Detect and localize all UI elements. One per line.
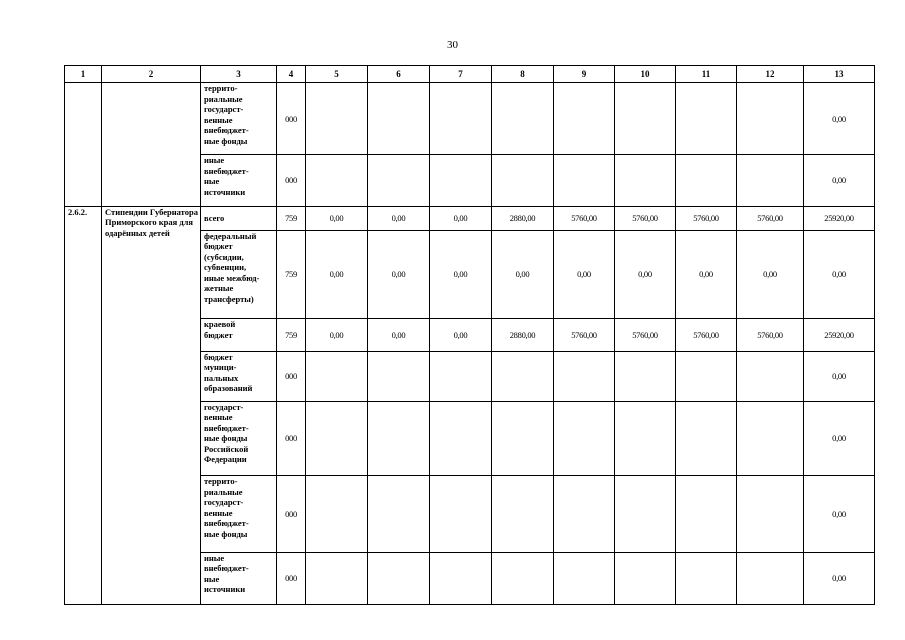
total-cell: 0,00 bbox=[804, 230, 875, 318]
total-cell: 25920,00 bbox=[804, 206, 875, 230]
value-cell: 0,00 bbox=[368, 319, 430, 351]
value-cell: 0,00 bbox=[306, 230, 368, 318]
value-cell bbox=[554, 83, 615, 155]
column-header: 7 bbox=[430, 66, 492, 83]
funding-source: иные внебюджет- ные источники bbox=[201, 552, 277, 604]
budget-table bbox=[64, 65, 875, 605]
column-header: 10 bbox=[615, 66, 676, 83]
value-cell bbox=[737, 351, 804, 401]
value-cell: 5760,00 bbox=[737, 319, 804, 351]
column-header: 9 bbox=[554, 66, 615, 83]
value-cell: 0,00 bbox=[306, 319, 368, 351]
value-cell bbox=[676, 351, 737, 401]
value-cell: 2880,00 bbox=[492, 319, 554, 351]
funding-source: бюджет муници- пальных образований bbox=[201, 351, 277, 401]
value-cell: 5760,00 bbox=[676, 206, 737, 230]
value-cell bbox=[737, 401, 804, 475]
value-cell bbox=[615, 476, 676, 552]
value-cell bbox=[737, 552, 804, 604]
value-cell bbox=[676, 155, 737, 206]
column-header: 13 bbox=[804, 66, 875, 83]
value-cell bbox=[737, 155, 804, 206]
funding-source: государст- венные внебюджет- ные фонды Российской Федерации bbox=[201, 401, 277, 475]
value-cell bbox=[676, 552, 737, 604]
value-cell bbox=[306, 552, 368, 604]
value-cell: 0,00 bbox=[430, 206, 492, 230]
header-row bbox=[65, 66, 875, 83]
value-cell bbox=[368, 552, 430, 604]
value-cell bbox=[615, 401, 676, 475]
total-cell: 0,00 bbox=[804, 401, 875, 475]
value-cell: 5760,00 bbox=[554, 319, 615, 351]
value-cell bbox=[615, 155, 676, 206]
value-cell bbox=[554, 155, 615, 206]
value-cell: 5760,00 bbox=[615, 319, 676, 351]
budget-code: 000 bbox=[277, 476, 306, 552]
value-cell bbox=[492, 552, 554, 604]
value-cell bbox=[492, 401, 554, 475]
item-name-cell bbox=[102, 83, 201, 207]
value-cell bbox=[368, 83, 430, 155]
value-cell bbox=[368, 401, 430, 475]
value-cell bbox=[306, 351, 368, 401]
value-cell bbox=[676, 83, 737, 155]
column-header: 1 bbox=[65, 66, 102, 83]
value-cell: 0,00 bbox=[615, 230, 676, 318]
value-cell bbox=[492, 83, 554, 155]
budget-code: 000 bbox=[277, 552, 306, 604]
value-cell: 0,00 bbox=[676, 230, 737, 318]
value-cell bbox=[306, 476, 368, 552]
total-cell: 0,00 bbox=[804, 351, 875, 401]
table-row bbox=[65, 83, 875, 155]
value-cell bbox=[430, 351, 492, 401]
value-cell bbox=[554, 401, 615, 475]
item-name: Стипендии Губернатора Приморского края для одарённых детей bbox=[102, 206, 201, 604]
item-number-cell bbox=[65, 83, 102, 207]
column-header: 11 bbox=[676, 66, 737, 83]
item-number: 2.6.2. bbox=[65, 206, 102, 604]
total-cell: 0,00 bbox=[804, 552, 875, 604]
table-row bbox=[65, 206, 875, 230]
funding-source: федеральный бюджет (субсидии, субвенции, иные межбюд- жетные трансферты) bbox=[201, 230, 277, 318]
value-cell: 0,00 bbox=[368, 230, 430, 318]
budget-code: 000 bbox=[277, 401, 306, 475]
value-cell: 0,00 bbox=[306, 206, 368, 230]
value-cell bbox=[615, 552, 676, 604]
value-cell: 5760,00 bbox=[615, 206, 676, 230]
column-header: 6 bbox=[368, 66, 430, 83]
value-cell: 0,00 bbox=[430, 230, 492, 318]
column-header: 3 bbox=[201, 66, 277, 83]
column-header: 2 bbox=[102, 66, 201, 83]
table-body bbox=[65, 66, 875, 605]
value-cell: 0,00 bbox=[430, 319, 492, 351]
value-cell: 5760,00 bbox=[737, 206, 804, 230]
value-cell bbox=[492, 351, 554, 401]
value-cell bbox=[554, 476, 615, 552]
value-cell bbox=[430, 476, 492, 552]
budget-code: 759 bbox=[277, 206, 306, 230]
total-cell: 0,00 bbox=[804, 476, 875, 552]
value-cell bbox=[492, 476, 554, 552]
value-cell bbox=[368, 155, 430, 206]
column-header: 8 bbox=[492, 66, 554, 83]
value-cell: 0,00 bbox=[554, 230, 615, 318]
value-cell bbox=[306, 155, 368, 206]
value-cell bbox=[737, 476, 804, 552]
value-cell: 0,00 bbox=[492, 230, 554, 318]
value-cell bbox=[430, 401, 492, 475]
value-cell: 0,00 bbox=[737, 230, 804, 318]
value-cell bbox=[430, 552, 492, 604]
value-cell bbox=[430, 155, 492, 206]
value-cell bbox=[306, 401, 368, 475]
funding-source: краевой бюджет bbox=[201, 319, 277, 351]
value-cell bbox=[492, 155, 554, 206]
value-cell bbox=[615, 83, 676, 155]
page-number: 30 bbox=[447, 39, 458, 51]
total-cell: 0,00 bbox=[804, 83, 875, 155]
value-cell: 0,00 bbox=[368, 206, 430, 230]
funding-source: иные внебюджет- ные источники bbox=[201, 155, 277, 206]
value-cell bbox=[554, 552, 615, 604]
budget-code: 759 bbox=[277, 230, 306, 318]
funding-source: всего bbox=[201, 206, 277, 230]
value-cell bbox=[676, 401, 737, 475]
value-cell bbox=[615, 351, 676, 401]
value-cell bbox=[306, 83, 368, 155]
budget-code: 000 bbox=[277, 83, 306, 155]
value-cell bbox=[676, 476, 737, 552]
value-cell: 5760,00 bbox=[554, 206, 615, 230]
column-header: 4 bbox=[277, 66, 306, 83]
value-cell: 2880,00 bbox=[492, 206, 554, 230]
value-cell bbox=[368, 351, 430, 401]
budget-code: 000 bbox=[277, 351, 306, 401]
funding-source: террито- риальные государст- венные внебюджет- ные фонды bbox=[201, 83, 277, 155]
total-cell: 0,00 bbox=[804, 155, 875, 206]
value-cell bbox=[368, 476, 430, 552]
budget-code: 759 bbox=[277, 319, 306, 351]
budget-code: 000 bbox=[277, 155, 306, 206]
value-cell bbox=[430, 83, 492, 155]
column-header: 12 bbox=[737, 66, 804, 83]
value-cell bbox=[737, 83, 804, 155]
column-header: 5 bbox=[306, 66, 368, 83]
value-cell bbox=[554, 351, 615, 401]
value-cell: 5760,00 bbox=[676, 319, 737, 351]
funding-source: террито- риальные государст- венные внебюджет- ные фонды bbox=[201, 476, 277, 552]
total-cell: 25920,00 bbox=[804, 319, 875, 351]
